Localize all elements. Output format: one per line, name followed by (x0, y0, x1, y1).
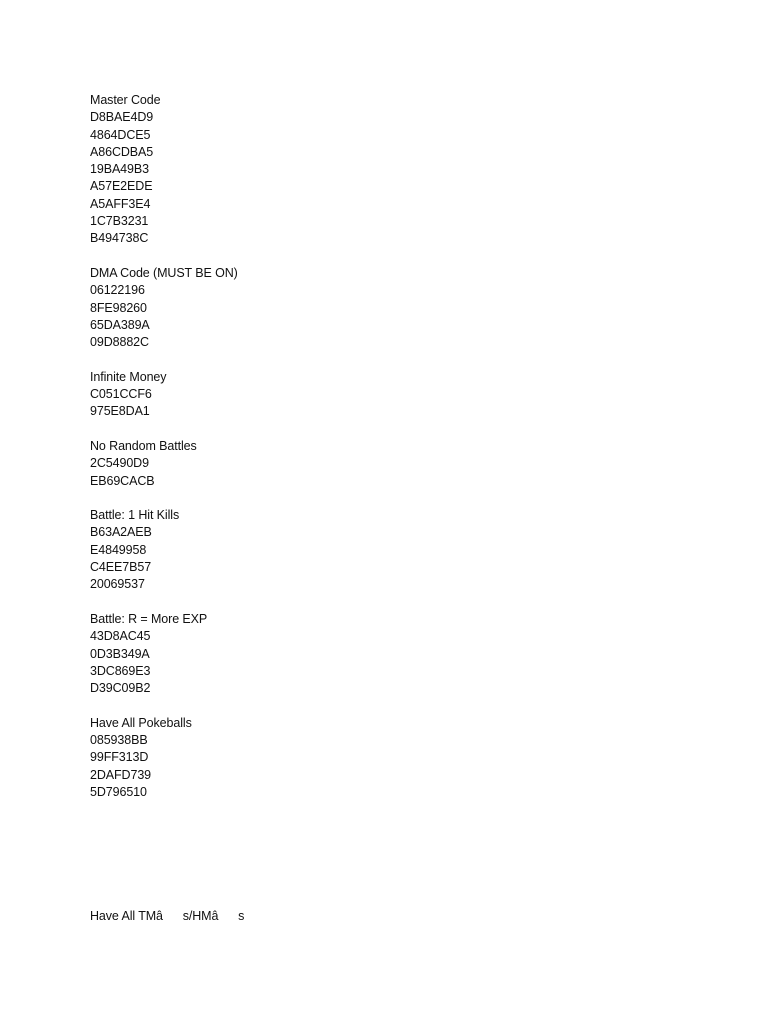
section-title-tms-hms: Have All TMâs/HMâs (90, 909, 245, 923)
section-title: Battle: 1 Hit Kills (90, 508, 180, 523)
section-infinite-money (90, 369, 690, 421)
section-one-hit-kills (90, 507, 690, 593)
code-line: 1C7B3231 (90, 214, 149, 229)
code-line: 8FE98260 (90, 300, 147, 315)
code-line: 19BA49B3 (90, 162, 149, 177)
code-line: 65DA389A (90, 317, 150, 332)
code-line: 99FF313D (90, 750, 149, 765)
code-line: D8BAE4D9 (90, 110, 154, 125)
code-line: 2C5490D9 (90, 456, 149, 471)
code-line: 2DAFD739 (90, 767, 152, 782)
section-title: Infinite Money (90, 369, 167, 384)
code-line: 975E8DA1 (90, 404, 150, 419)
section-title: No Random Battles (90, 438, 197, 453)
code-line: 4864DCE5 (90, 127, 151, 142)
code-line: B494738C (90, 231, 149, 246)
code-line: 3DC869E3 (90, 663, 151, 678)
section-all-pokeballs (90, 715, 690, 801)
section-dma-code (90, 265, 690, 351)
section-title: Battle: R = More EXP (90, 611, 208, 626)
code-line: A57E2EDE (90, 179, 153, 194)
code-line: 20069537 (90, 577, 145, 592)
code-line: C4EE7B57 (90, 560, 152, 575)
section-title: Have All Pokeballs (90, 715, 192, 730)
section-master-code (90, 92, 690, 248)
code-line: 5D796510 (90, 784, 147, 799)
code-line: A5AFF3E4 (90, 196, 151, 211)
code-line: 085938BB (90, 732, 148, 747)
code-line: 09D8882C (90, 335, 149, 350)
section-title: DMA Code (MUST BE ON) (90, 265, 238, 280)
cheat-code-list (90, 92, 690, 818)
code-line: 06122196 (90, 283, 145, 298)
section-no-random-battles (90, 438, 690, 490)
section-more-exp (90, 611, 690, 697)
section-title: Master Code (90, 93, 161, 107)
code-line: 0D3B349A (90, 646, 150, 661)
code-line: 43D8AC45 (90, 629, 151, 644)
code-line: EB69CACB (90, 473, 155, 488)
code-line: A86CDBA5 (90, 144, 154, 159)
code-line: D39C09B2 (90, 681, 151, 696)
code-line: C051CCF6 (90, 387, 152, 402)
code-line: E4849958 (90, 542, 147, 557)
code-line: B63A2AEB (90, 525, 152, 540)
